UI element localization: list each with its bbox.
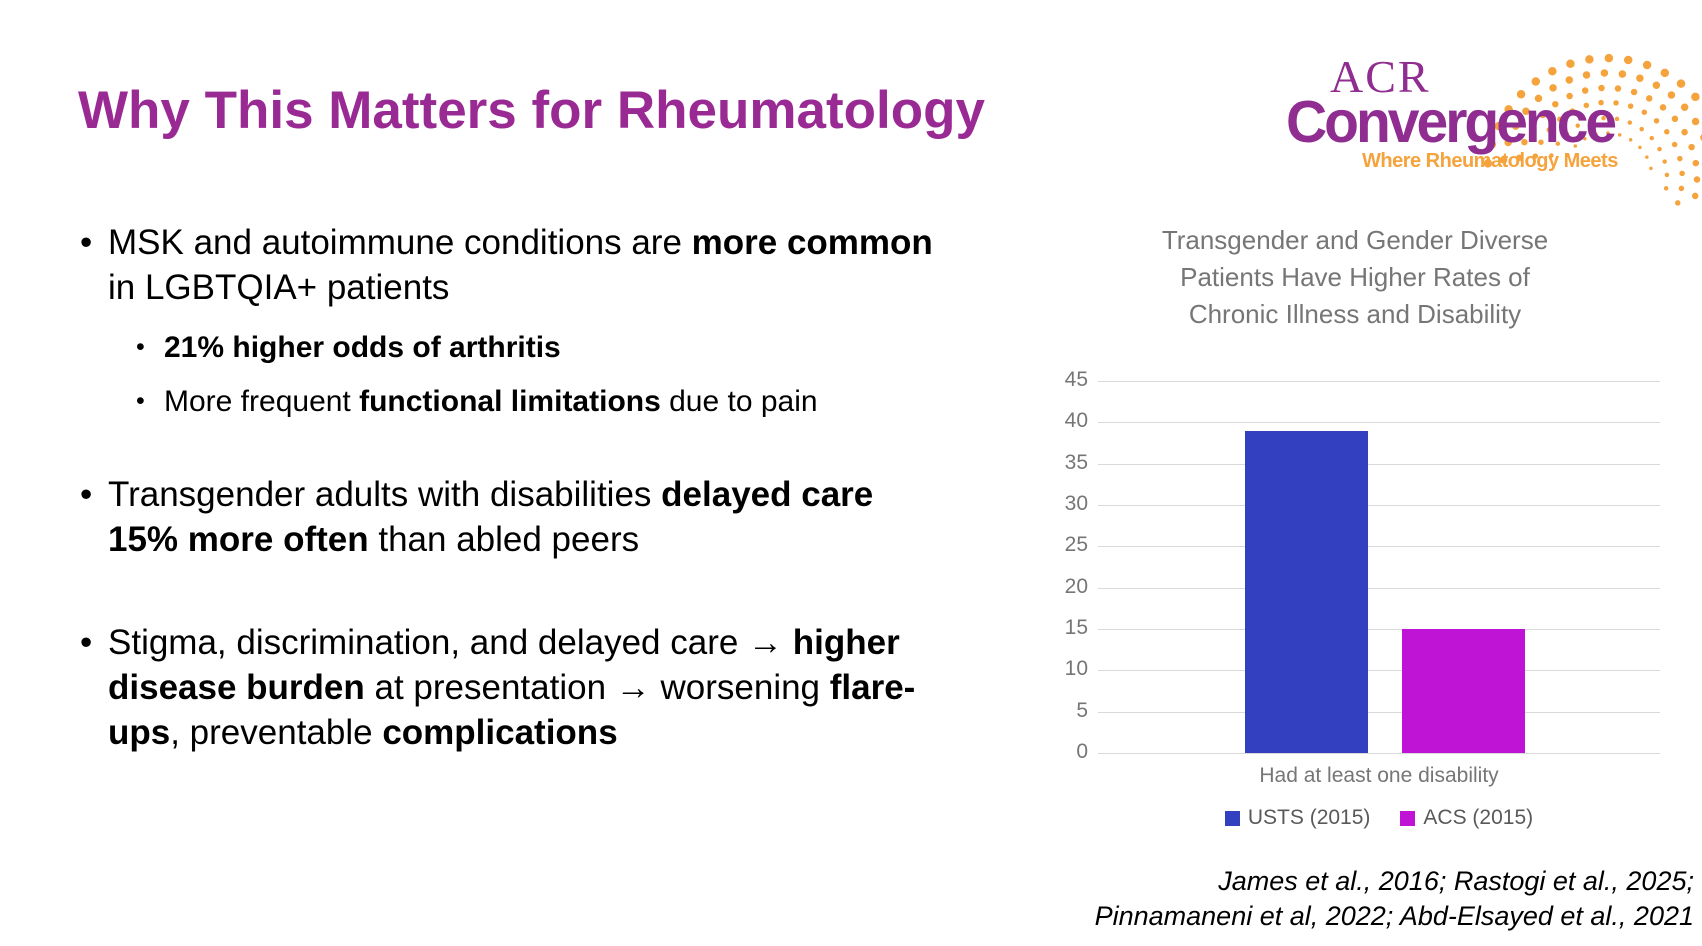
legend-item-acs [1400,806,1533,830]
bullet-text: , preventable [170,713,383,752]
bar-usts-2015 [1245,431,1368,753]
legend-label: USTS (2015) [1247,806,1371,829]
bullet-text: due to pain [660,385,818,418]
bullet-text-bold: complications [382,713,618,752]
chart-title-line: Transgender and Gender Diverse [1161,225,1549,255]
bullet-text: Transgender adults with disabilities [108,475,662,514]
gridline [1098,712,1660,713]
bullet-text-bold: functional limitations [359,385,661,418]
bullet-text-bold: higher disease burden [108,623,900,707]
bullet-text: More frequent [164,385,360,418]
bullet-msk-conditions [78,220,936,310]
y-axis-tick: 10 [1064,657,1088,680]
y-axis-tick: 35 [1064,451,1088,474]
bullet-stigma-burden [78,620,936,755]
bullet-delayed-care [78,472,936,562]
y-axis-tick: 45 [1064,368,1088,391]
gridline [1098,753,1660,754]
y-axis-tick: 0 [1076,740,1088,763]
legend-swatch-usts [1225,811,1240,826]
gridline [1098,464,1660,465]
legend-label: ACS (2015) [1423,806,1534,829]
citations [994,864,1694,934]
sub-bullet-functional-limitations [136,382,954,422]
citation-line: Pinnamaneni et al, 2022; Abd-Elsayed et al., 2021 [1094,901,1694,931]
gridline [1098,422,1660,423]
citation-line: James et al., 2016; Rastogi et al., 2025; [1218,866,1694,896]
gridline [1098,629,1660,630]
y-axis-tick: 30 [1064,492,1088,515]
logo-tagline-text: Where Rheumatology Meets [1362,150,1618,172]
page-title: Why This Matters for Rheumatology [78,81,985,140]
bullet-text-bold: more common [691,223,933,262]
bar-acs-2015 [1402,629,1525,753]
y-axis-tick: 15 [1064,616,1088,639]
logo-convergence-text: Convergence [1286,89,1615,156]
bullet-text: in LGBTQIA+ patients [108,268,450,307]
legend-item-usts [1225,806,1371,830]
acr-convergence-logo [1180,0,1702,210]
logo-acr-text: ACR [1330,51,1431,102]
sub-bullet-arthritis-odds [136,328,954,368]
x-axis-category-label: Had at least one disability [1259,764,1499,787]
chart-legend [1098,806,1660,830]
gridline [1098,505,1660,506]
chart-title-line: Patients Have Higher Rates of [1180,262,1530,292]
chart-title-line: Chronic Illness and Disability [1188,299,1522,329]
y-axis-tick: 20 [1064,575,1088,598]
bullet-text-bold: delayed care 15% more often [108,475,874,559]
gridline [1098,546,1660,547]
bullet-text-bold: flare-ups [108,668,916,752]
gridline [1098,670,1660,671]
y-axis-tick: 5 [1076,699,1088,722]
bullet-text: Stigma, discrimination, and delayed care → [108,623,793,662]
bullet-text: than abled peers [368,520,640,559]
chart-title [1075,222,1635,333]
bullet-text-bold: 21% higher odds of arthritis [164,331,561,364]
y-axis-tick: 25 [1064,533,1088,556]
gridline [1098,381,1660,382]
chart-plot-area [1098,381,1660,753]
y-axis-tick: 40 [1064,409,1088,432]
legend-swatch-acs [1400,811,1415,826]
gridline [1098,588,1660,589]
bullet-text: at presentation → worsening [364,668,830,707]
bullet-text: MSK and autoimmune conditions are [108,223,692,262]
